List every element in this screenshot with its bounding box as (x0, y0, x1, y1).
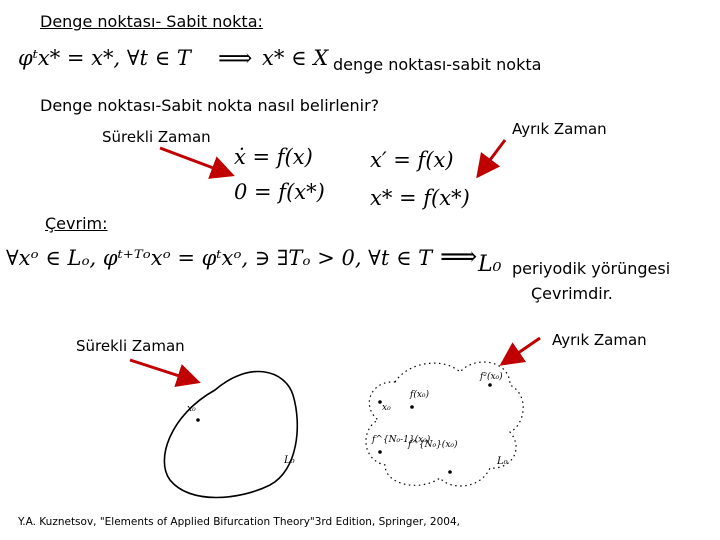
discrete-point-f2 (488, 383, 492, 387)
continuous-cycle-curve (164, 371, 297, 497)
discrete-label-fN-1: f^{N₀-1}(x₀) (372, 435, 431, 445)
discrete-label-f: f(x₀) (410, 390, 430, 400)
discrete-fixed-point: x* = f(x*) (370, 186, 470, 210)
discrete-map: x′ = f(x) (370, 148, 454, 172)
cycle-description-line1: periyodik yörüngesi (512, 259, 671, 278)
heading-fixed-point: Denge noktası- Sabit nokta: (40, 12, 263, 31)
arrow-continuous-2 (130, 360, 198, 382)
fixed-point-set: x* ∈ X (262, 46, 329, 70)
cycle-equation: ∀xᵒ ∈ Lₒ, φᵗ⁺ᵀᵒxᵒ = φᵗxᵒ, ∋ ∃Tₒ > 0, ∀t ∈ T (6, 246, 433, 270)
heading-cycle: Çevrim: (45, 214, 108, 233)
implies-symbol-1: ⟹ (218, 44, 253, 72)
discrete-label-x0: x₀ (382, 403, 391, 413)
cycle-set: L₀ (478, 252, 502, 277)
continuous-time-label-2: Sürekli Zaman (76, 337, 185, 355)
arrow-discrete-1 (478, 140, 505, 176)
discrete-time-label-2: Ayrık Zaman (552, 331, 647, 349)
arrow-discrete-2 (502, 338, 540, 364)
fixed-point-description: denge noktası-sabit nokta (333, 55, 542, 74)
continuous-cycle-point (196, 418, 200, 422)
discrete-point-fN-1 (378, 450, 382, 454)
discrete-time-label: Ayrık Zaman (512, 120, 607, 138)
discrete-label-f2: f²(x₀) (480, 372, 503, 382)
question-text: Denge noktası-Sabit nokta nasıl belirlenir? (40, 96, 380, 115)
citation-text: Y.A. Kuznetsov, "Elements of Applied Bifurcation Theory"3rd Edition, Springer, 2004, (18, 516, 460, 528)
implies-symbol-2: ⟹ (440, 242, 478, 272)
continuous-curve-label: L₀ (284, 455, 295, 466)
discrete-point-fN (448, 470, 452, 474)
discrete-curve-label: L₀ (497, 456, 508, 467)
continuous-time-label: Sürekli Zaman (102, 128, 211, 146)
fixed-point-equation: φᵗx* = x*, ∀t ∈ T (18, 46, 191, 70)
continuous-ode: ẋ = f(x) (234, 145, 313, 169)
discrete-label-fN: f^{N₀}(x₀) (408, 440, 458, 450)
cycle-description-line2: Çevrimdir. (531, 284, 613, 303)
discrete-point-f (410, 405, 414, 409)
continuous-point-label: x₀ (187, 404, 196, 414)
arrow-continuous-1 (160, 148, 232, 175)
continuous-equilibrium: 0 = f(x*) (234, 180, 325, 204)
